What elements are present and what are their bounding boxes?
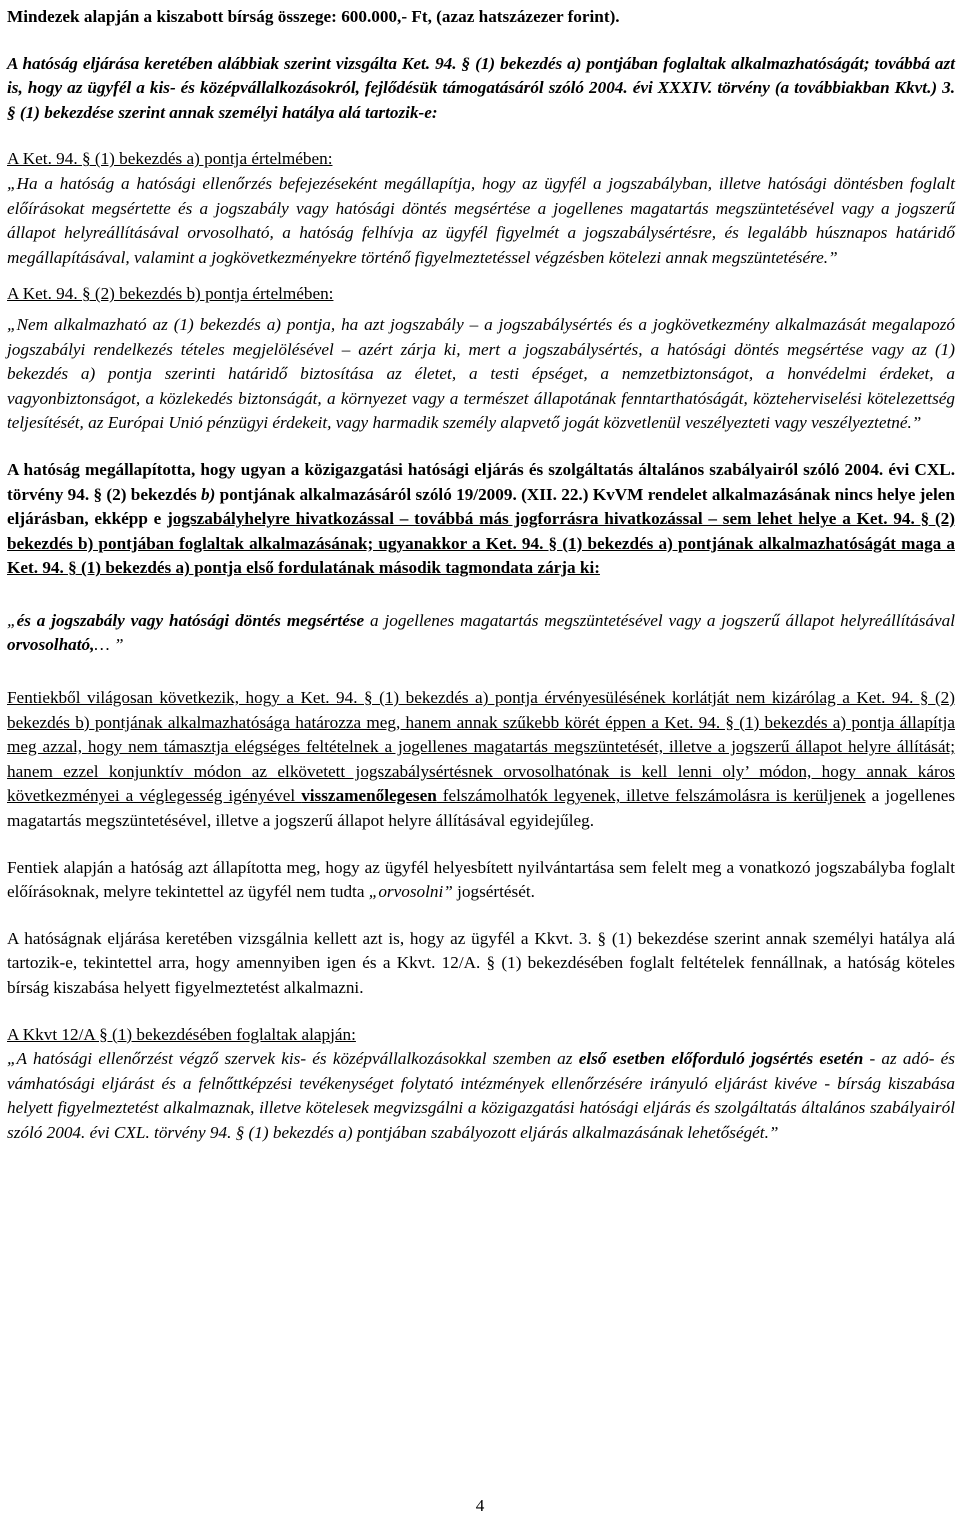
correction-finding-italic: „orvosolni” <box>368 882 453 902</box>
conclusion-paragraph <box>7 686 955 834</box>
kkvt-12a-quote-part-2: - az adó- és vámhatósági eljárást és a felnőttképzési tevékenységet folytató intézmények ellenőrzésére irányuló eljárást kivéve - bírság kiszabása helyett figyelmeztetést alkalmaznak, illetve kötelesek megvizsgálni a közigazgatási hatósági eljárás és szolgáltatás általános szabályairól szóló 2004. évi CXL. törvény 94. § (1) bekezdés a) pontjában szabályozott eljárás alkalmazásának lehetőségét.” <box>7 1049 955 1142</box>
correction-finding-part-1: Fentiek alapján a hatóság azt állapította meg, hogy az ügyfél helyesbített nyilvántartása sem felelt meg a vonatkozó jogszabályba foglalt előírásoknak, melyre tekintettel az ügyfél nem tudta <box>7 857 955 902</box>
kkvt-12a-quote <box>7 1047 955 1145</box>
conclusion-plain-part: a jogellenes magatartás megszüntetésével, illetve a jogszerű állapot helyre állításával egyidejűleg. <box>7 786 956 831</box>
kkvt-scope-paragraph: A hatóságnak eljárása keretében vizsgálnia kellett azt is, hogy az ügyfél a Kkvt. 3. § (1) bekezdése szerint annak személyi hatálya alá tartozik-e, tekintettel arra, hogy amennyiben igen és a Kkvt. 12/A. § (1) bekezdésében foglalt feltételek fennállnak, a hatóság köteles bírság kiszabása helyett figyelmeztetést alkalmazni. <box>7 928 955 997</box>
conclusion-underlined-part-1: Fentiekből világosan következik, hogy a Ket. 94. § (1) bekezdés a) pontja érvényesülésének korlátját nem kizárólag a Ket. 94. § (2) bekezdés b) pontjának alkalmazhatósága határozza meg, hanem annak szűkebb körét éppen a Ket. 94. § (1) bekezdés a) pontja állapítja meg azzal, hogy nem támasztja elégséges feltételnek a jogellenes magatartás megszüntetését, illetve a jogszerű állapot helyre állítását; hanem ezzel konjunktív módon az elkövetett jogszabálysértésnek orvosolhatónak is kell lenni oly’ módon, hogy annak káros következményei a véglegesség igényével <box>7 688 955 806</box>
ket-94-1a-heading: A Ket. 94. § (1) bekezdés a) pontja értelmében: <box>7 149 333 169</box>
authority-finding-part-2: pontjának alkalmazásáról szóló 19/2009. (XII. 22.) KvVM rendelet alkalmazásának nincs helye jelen eljárásban, ekképp e <box>7 484 955 529</box>
authority-finding-underlined: jogszabályhelyre hivatkozással – továbbá más jogforrásra hivatkozással – sem lehet helye a Ket. 94. § (2) bekezdés b) pontjában foglaltak alkalmazásának; ugyanakkor a Ket. 94. § (1) bekezdés a) pontjának alkalmazhatóságát maga a Ket. 94. § (1) bekezdés a) pontja első fordulatának második tagmondata zárja ki: <box>7 509 955 578</box>
conclusion-bold-retroactive: visszamenőlegesen <box>301 786 437 806</box>
ket-quote-fragment-paragraph <box>7 609 955 658</box>
fine-amount-paragraph: Mindezek alapján a kiszabott bírság összege: 600.000,- Ft, (azaz hatszázezer forint). <box>7 7 620 26</box>
correction-finding-part-2: jogsértését. <box>452 882 535 902</box>
correction-finding-paragraph <box>7 856 955 905</box>
conclusion-underlined-part-2: felszámolhatók legyenek, illetve felszámolásra is kerüljenek <box>436 786 866 806</box>
quote-bold-orvosolhato: orvosolható, <box>7 635 95 655</box>
kkvt-12a-quote-bold: első esetben előforduló jogsértés esetén <box>578 1049 864 1069</box>
quote-bold-fragment: és a jogszabály vagy hatósági döntés megsértése <box>16 610 365 630</box>
ket-94-1a-quote: „Ha a hatóság a hatósági ellenőrzés befejezéseként megállapítja, hogy az ügyfél a jogszabályban, illetve hatósági döntésben foglalt előírásokat megsértette és a jogszabály vagy hatósági döntés megsértése a jogellenes magatartás megszüntetésével vagy a jogszerű állapot helyreállításával orvosolható, a hatóság felhívja az ügyfél figyelmét a jogszabálysértésre, és legalább húsznapos határidő megállapításával, valamint a jogkövetkezményekre történő figyelmeztetéssel végzésben kötelezi annak megszüntetésére.” <box>7 173 955 267</box>
examination-intro-paragraph: A hatóság eljárása keretében alábbiak szerint vizsgálta Ket. 94. § (1) bekezdés a) pontjában foglaltak alkalmazhatóságát; továbbá azt is, hogy az ügyfél a kis- és középvállalkozásokról, fejlődésük támogatásáról szóló 2004. évi XXXIV. törvény (a továbbiakban Kkvt.) 3. § (1) bekezdése szerint annak személyi hatálya alá tartozik-e: <box>7 53 955 122</box>
authority-finding-part-1: A hatóság megállapította, hogy ugyan a közigazgatási hatósági eljárás és szolgáltatás általános szabályairól szóló 2004. évi CXL. törvény 94. § (2) bekezdés <box>7 459 955 504</box>
kkvt-12a-quote-part-1: „A hatósági ellenőrzést végző szervek kis- és középvállalkozásokkal szemben az <box>7 1049 579 1069</box>
ket-94-2b-heading: A Ket. 94. § (2) bekezdés b) pontja értelmében: <box>7 284 334 304</box>
ket-94-2b-quote: „Nem alkalmazható az (1) bekezdés a) pontja, ha azt jogszabály – a jogszabálysértés és a jogkövetkezmény alkalmazását megalapozó jogszabályi rendelkezés tételes megjelölésével – azért zárja ki, mert a jogszabálysértés, a hatósági döntés megsértése vagy az (1) bekezdés a) pontja szerinti határidő biztosítása az életet, a testi épséget, a nemzetbiztonságot, a honvédelmi érdeket, a vagyonbiztonságot, a közlekedés biztonságát, a környezet vagy a természet állapotának fenntarthatóságát, közteherviselési kötelezettség teljesítését, az Európai Unió pénzügyi érdekeit, vagy harmadik személy alapvető jogát közvetlenül veszélyezteti vagy veszélyeztetné.” <box>7 314 955 433</box>
authority-finding-italic-b: b) <box>201 484 216 504</box>
authority-finding-paragraph <box>7 458 955 581</box>
quote-plain-fragment: a jogellenes magatartás megszüntetésével vagy a jogszerű állapot helyreállításával <box>364 610 955 630</box>
kkvt-12a-heading: A Kkvt 12/A § (1) bekezdésében foglaltak alapján: <box>7 1024 356 1044</box>
quote-close-mark: … ” <box>94 635 124 655</box>
document-page <box>7 0 955 1146</box>
page-number: 4 <box>475 1496 485 1515</box>
quote-open-mark: „ <box>7 610 17 630</box>
